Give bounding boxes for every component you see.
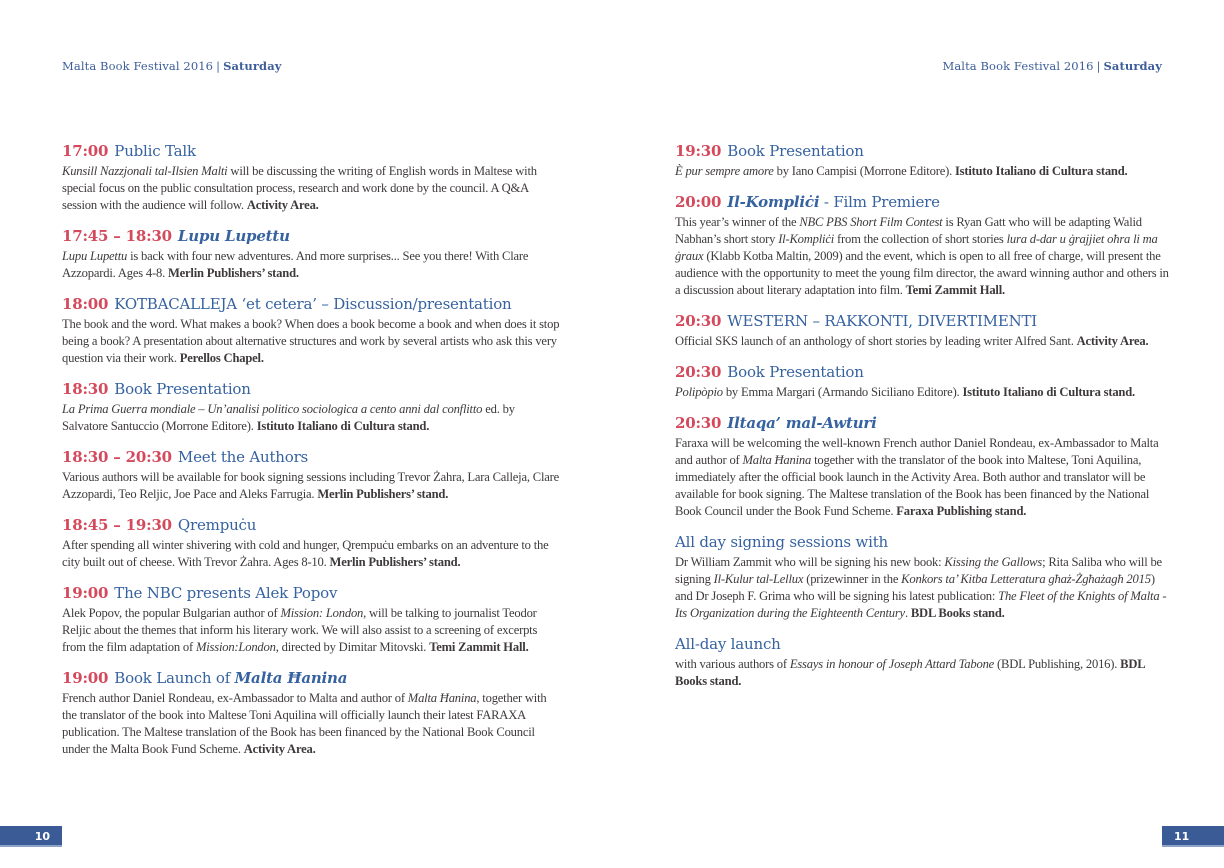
event-title-segment: Book Presentation bbox=[727, 363, 864, 381]
event-time: 19:00 bbox=[62, 584, 109, 602]
event-entry bbox=[675, 363, 1175, 401]
event-description-segment: is back with four new adventures. And more surprises... See you there! With Clare Azzopardi. Ages 4-8. bbox=[62, 249, 529, 280]
event-description-segment: After spending all winter shivering with cold and hunger, Qrempuċu embarks on an adventure to the city built out of cheese. With Trevor Żahra. Ages 8-10. bbox=[62, 538, 549, 569]
event-description-segment: Il-Kulur tal-Lellux bbox=[713, 572, 804, 586]
event-description-segment: Merlin Publishers’ stand. bbox=[317, 487, 449, 501]
event-description-segment: BDL Books stand. bbox=[910, 606, 1005, 620]
event-entry bbox=[62, 227, 562, 282]
event-heading bbox=[62, 669, 562, 688]
event-description-segment: by Iano Campisi (Morrone Editore). bbox=[773, 164, 955, 178]
event-description-segment: Polipòpio bbox=[675, 385, 723, 399]
page-number-bar-left bbox=[0, 826, 62, 847]
day-label: Saturday bbox=[223, 59, 282, 73]
event-time: 19:00 bbox=[62, 669, 109, 687]
event-description bbox=[675, 214, 1175, 299]
event-description-segment: ed. by Salvatore Santuccio (Morrone Editore). bbox=[62, 402, 515, 433]
event-description-segment: ; Rita Saliba who will be signing bbox=[675, 555, 1162, 586]
event-description-segment: The Fleet of the Knights of Malta - Its Organization during the Eighteenth Century bbox=[675, 589, 1167, 620]
event-title-segment: - Film Premiere bbox=[819, 193, 940, 211]
event-entry bbox=[62, 380, 562, 435]
event-description-segment: with various authors of bbox=[675, 657, 790, 671]
event-entry bbox=[62, 669, 562, 758]
event-description-segment: Faraxa Publishing stand. bbox=[896, 504, 1027, 518]
event-heading bbox=[675, 363, 1175, 382]
event-description bbox=[675, 656, 1175, 690]
event-heading bbox=[62, 516, 562, 535]
event-description bbox=[62, 690, 562, 758]
event-description-segment: Essays in honour of Joseph Attard Tabone bbox=[789, 657, 995, 671]
event-description-segment: Kissing the Gallows bbox=[944, 555, 1043, 569]
event-title-segment: Public Talk bbox=[114, 142, 196, 160]
event-description-segment: (Klabb Kotba Maltin, 2009) and the event, which is open to all free of charge, will present the audience with the opportunity to meet the young film director, the award winning author and others in a discussion about literary adaptation into film. bbox=[675, 249, 1169, 297]
event-description-segment: Mission:London bbox=[195, 640, 276, 654]
event-description-segment: Temi Zammit Hall. bbox=[429, 640, 529, 654]
event-description-segment: (prizewinner in the bbox=[803, 572, 902, 586]
day-label: Saturday bbox=[1103, 59, 1162, 73]
event-description bbox=[62, 537, 562, 571]
event-title-segment: Lupu Lupettu bbox=[177, 227, 290, 245]
running-header-right bbox=[942, 59, 1162, 73]
event-description-segment: Alek Popov, the popular Bulgarian author of bbox=[62, 606, 281, 620]
event-description-segment: Various authors will be available for book signing sessions including Trevor Żahra, Lara Calleja, Clare Azzopardi, Teo Reljic, Joe Pace and Aleks Farrugia. bbox=[62, 470, 560, 501]
event-heading bbox=[62, 295, 562, 314]
event-heading bbox=[62, 448, 562, 467]
event-description-segment: Malta Ħanina bbox=[407, 691, 477, 705]
event-description-segment: lura d-dar u ġrajjiet oħra li ma ġraux bbox=[675, 232, 1158, 263]
event-time: 18:30 bbox=[62, 380, 109, 398]
event-description-segment: . bbox=[904, 606, 911, 620]
event-description bbox=[62, 163, 562, 214]
event-time: 20:30 bbox=[675, 363, 722, 381]
event-time: 17:45 – 18:30 bbox=[62, 227, 172, 245]
event-heading bbox=[62, 142, 562, 161]
event-description-segment: BDL Books stand. bbox=[675, 657, 1145, 688]
event-heading bbox=[675, 193, 1175, 212]
header-separator: | bbox=[1096, 59, 1101, 73]
event-heading bbox=[675, 142, 1175, 161]
event-entry bbox=[62, 584, 562, 656]
event-description-segment: , together with the translator of the book into Maltese Toni Aquilina will officially launch their latest FARAXA publication. The Maltese translation of the Book has been financed by the National Book Council under the Malta Book Fund Scheme. bbox=[62, 691, 547, 756]
event-description-segment: Il-Kompliċi bbox=[778, 232, 835, 246]
event-title-segment: All-day launch bbox=[675, 635, 781, 653]
event-description-segment: Lupu Lupettu bbox=[62, 249, 128, 263]
event-description bbox=[62, 316, 562, 367]
event-description bbox=[62, 401, 562, 435]
event-description-segment: , will be talking to journalist Teodor Reljic about the themes that inform his literary work. We will also assist to a screening of excerpts from the film adaptation of bbox=[62, 606, 538, 654]
event-description bbox=[675, 333, 1175, 350]
events-column-right bbox=[675, 142, 1175, 703]
event-heading bbox=[675, 533, 1175, 552]
page-number-value: 10 bbox=[34, 830, 50, 843]
event-description-segment: Activity Area. bbox=[243, 742, 316, 756]
event-description-segment: French author Daniel Rondeau, ex-Ambassador to Malta and author of bbox=[62, 691, 408, 705]
event-description-segment: This year’s winner of the bbox=[675, 215, 800, 229]
event-title-segment: The NBC presents Alek Popov bbox=[114, 584, 338, 602]
event-entry bbox=[62, 142, 562, 214]
events-column-left bbox=[62, 142, 562, 771]
event-description-segment: Dr William Zammit who will be signing his new book: bbox=[675, 555, 945, 569]
event-title-segment: KOTBACALLEJA ‘et cetera’ – Discussion/presentation bbox=[114, 295, 512, 313]
event-description-segment: Perellos Chapel. bbox=[179, 351, 264, 365]
event-title-segment: All day signing sessions with bbox=[675, 533, 889, 551]
event-description-segment: Temi Zammit Hall. bbox=[905, 283, 1005, 297]
event-time: 20:30 bbox=[675, 312, 722, 330]
event-time: 18:30 – 20:30 bbox=[62, 448, 172, 466]
event-description-segment: will be discussing the writing of English words in Maltese with special focus on the public consultation process, research and work done by the council. A Q&A session with the audience will follow. bbox=[62, 164, 537, 212]
event-title-segment: Malta Ħanina bbox=[234, 669, 348, 687]
event-time: 18:00 bbox=[62, 295, 109, 313]
event-description-segment: Activity Area. bbox=[246, 198, 319, 212]
event-description-segment: NBC PBS Short Film Contest bbox=[799, 215, 943, 229]
festival-title: Malta Book Festival 2016 bbox=[62, 59, 214, 73]
event-description-segment: La Prima Guerra mondiale – Un’analisi politico sociologica a cento anni dal conflitto bbox=[62, 402, 483, 416]
event-description bbox=[62, 605, 562, 656]
event-description-segment: is Ryan Gatt who will be adapting Walid Nabhan’s short story bbox=[675, 215, 1142, 246]
event-entry bbox=[62, 448, 562, 503]
running-header-left bbox=[62, 59, 282, 73]
event-entry bbox=[62, 516, 562, 571]
event-description-segment: Malta Ħanina bbox=[742, 453, 812, 467]
event-entry bbox=[62, 295, 562, 367]
event-description bbox=[675, 435, 1175, 520]
event-description-segment: Merlin Publishers’ stand. bbox=[329, 555, 461, 569]
event-time: 19:30 bbox=[675, 142, 722, 160]
event-description-segment: Kunsill Nazzjonali tal-Ilsien Malti bbox=[62, 164, 228, 178]
event-entry bbox=[675, 312, 1175, 350]
event-description-segment: , directed by Dimitar Mitovski. bbox=[275, 640, 430, 654]
event-time: 20:00 bbox=[675, 193, 722, 211]
event-description-segment: Konkors ta’ Kitba Letteratura għaż-Żgħażagħ 2015 bbox=[901, 572, 1151, 586]
event-heading bbox=[675, 414, 1175, 433]
event-title-segment: Il-Kompliċi bbox=[727, 193, 820, 211]
event-description-segment: Official SKS launch of an anthology of short stories by leading writer Alfred Sant. bbox=[675, 334, 1077, 348]
event-heading bbox=[62, 380, 562, 399]
event-description-segment: È pur sempre amore bbox=[675, 164, 774, 178]
event-title-segment: WESTERN – RAKKONTI, DIVERTIMENTI bbox=[727, 312, 1038, 330]
event-entry bbox=[675, 414, 1175, 520]
event-title-segment: Qrempuċu bbox=[177, 516, 257, 534]
event-description-segment: Mission: London bbox=[280, 606, 364, 620]
event-description-segment: Istituto Italiano di Cultura stand. bbox=[954, 164, 1128, 178]
event-description bbox=[62, 469, 562, 503]
header-separator: | bbox=[216, 59, 221, 73]
event-description bbox=[62, 248, 562, 282]
festival-title: Malta Book Festival 2016 bbox=[942, 59, 1094, 73]
event-entry bbox=[675, 533, 1175, 622]
event-time: 18:45 – 19:30 bbox=[62, 516, 172, 534]
event-description-segment: The book and the word. What makes a book? When does a book become a book and when does it stop being a book? A presentation about alternative structures and work by several artists who ask this very question via their work. bbox=[62, 317, 560, 365]
event-description-segment: Istituto Italiano di Cultura stand. bbox=[256, 419, 430, 433]
event-entry bbox=[675, 193, 1175, 299]
event-title-segment: Book Presentation bbox=[114, 380, 251, 398]
event-description-segment: Merlin Publishers’ stand. bbox=[167, 266, 299, 280]
event-description bbox=[675, 554, 1175, 622]
event-description-segment: Activity Area. bbox=[1076, 334, 1149, 348]
event-heading bbox=[675, 635, 1175, 654]
event-description bbox=[675, 384, 1175, 401]
event-title-segment: Meet the Authors bbox=[177, 448, 309, 466]
event-description-segment: (BDL Publishing, 2016). bbox=[994, 657, 1121, 671]
event-description-segment: together with the translator of the book into Maltese, Toni Aquilina, immediately after the official book launch in the Activity Area. Both author and translator will be available for book signing. The Maltese translation of the Book has been financed by the National Book Council under the Book Fund Scheme. bbox=[675, 453, 1150, 518]
event-description-segment: Faraxa will be welcoming the well-known French author Daniel Rondeau, ex-Ambassador to Malta and author of bbox=[675, 436, 1159, 467]
event-description-segment: Istituto Italiano di Cultura stand. bbox=[962, 385, 1135, 399]
event-entry bbox=[675, 635, 1175, 690]
event-description bbox=[675, 163, 1175, 180]
event-heading bbox=[675, 312, 1175, 331]
event-time: 17:00 bbox=[62, 142, 109, 160]
event-title-segment: Iltaqa’ mal-Awturi bbox=[727, 414, 877, 432]
event-description-segment: by Emma Margari (Armando Siciliano Editore). bbox=[722, 385, 963, 399]
event-title-segment: Book Launch of bbox=[114, 669, 235, 687]
event-title-segment: Book Presentation bbox=[727, 142, 864, 160]
event-heading bbox=[62, 227, 562, 246]
event-description-segment: from the collection of short stories bbox=[834, 232, 1007, 246]
event-description-segment: ) and Dr Joseph F. Grima who will be signing his latest publication: bbox=[675, 572, 1155, 603]
page-number-bar-right bbox=[1162, 826, 1224, 847]
event-heading bbox=[62, 584, 562, 603]
event-time: 20:30 bbox=[675, 414, 722, 432]
event-entry bbox=[675, 142, 1175, 180]
page-number-value: 11 bbox=[1174, 830, 1190, 843]
